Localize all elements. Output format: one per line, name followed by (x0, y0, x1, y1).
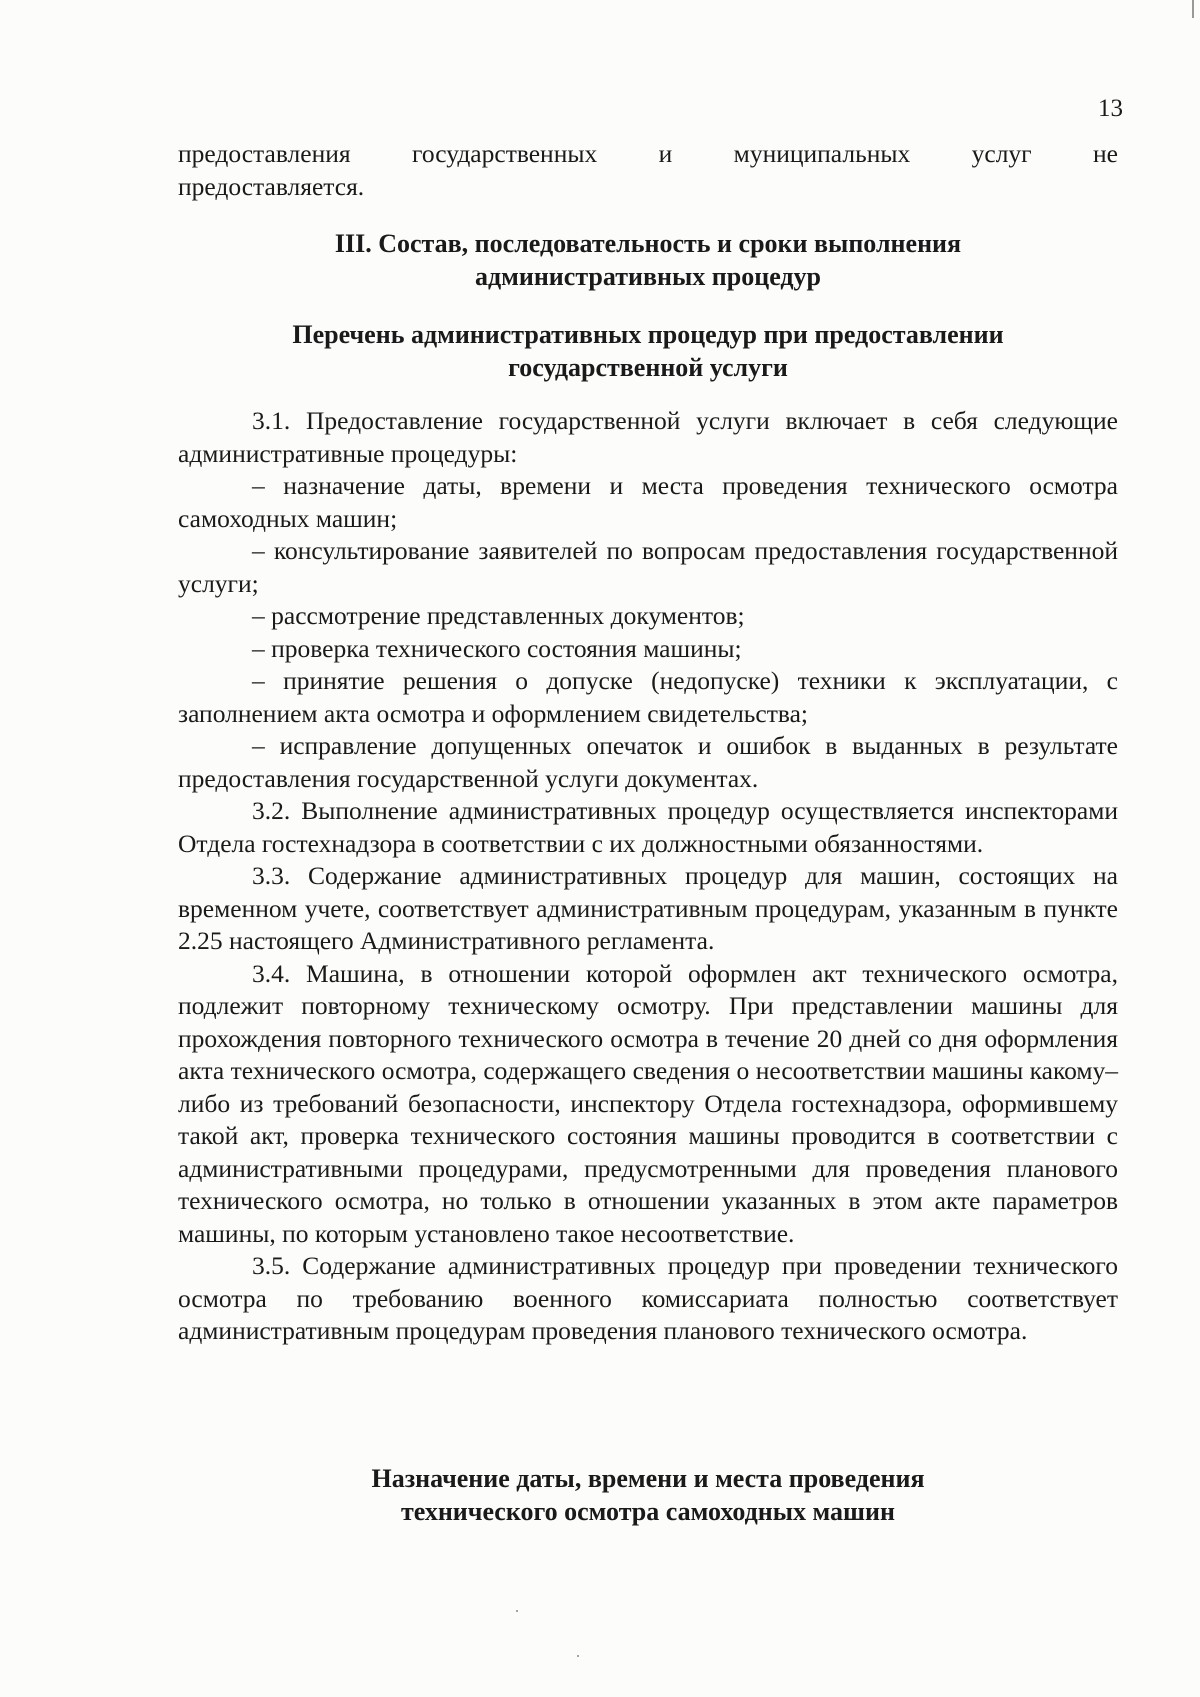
list-item: – проверка технического состояния машины; (252, 633, 742, 663)
list-item: – исправление допущенных опечаток и ошибок в выданных в результате предоставления государственной услуги документах. (178, 731, 1118, 793)
paragraph-3-5: 3.5. Содержание административных процедур при проведении технического осмотра по требованию военного комиссариата полностью соответствует административным процедурам проведения планового технического осмотра. (178, 1251, 1118, 1345)
scan-speck (516, 1610, 518, 1612)
scan-speck (577, 1655, 579, 1657)
subheading-line-1: Перечень административных процедур при предоставлении (292, 320, 1004, 349)
paragraph-3-3: 3.3. Содержание административных процедур для машин, состоящих на временном учете, соответствует административным процедурам, указанным в пункте 2.25 настоящего Административного регламента. (178, 861, 1118, 955)
subheading-line-2: государственной услуги (508, 353, 788, 382)
intro-text (178, 138, 1118, 203)
section-heading-line-2: административных процедур (474, 262, 822, 291)
list-item: – рассмотрение представленных документов; (252, 601, 745, 630)
page-number: 13 (1098, 95, 1123, 122)
paragraph-3-2: 3.2. Выполнение административных процедур осуществляется инспекторами Отдела гостехнадзора в соответствии с их должностными обязанностями. (178, 796, 1118, 858)
intro-line-1: предоставления государственных и муниципальных услуг не (178, 139, 1118, 168)
paragraph-3-4: 3.4. Машина, в отношении которой оформлен акт технического осмотра, подлежит повторному техническому осмотру. При представлении машины для прохождения повторного технического осмотра в течение 20 дней со дня оформления акта технического осмотра, содержащего сведения о несоответствии машины какому–либо из требований безопасности, инспектору Отдела гостехнадзора, оформившему такой акт, проверка технического состояния машины проводится в соответствии с административными процедурами, предусмотренными для проведения планового технического осмотра, но только в отношении указанных в этом акте параметров машины, по которым установлено такое несоответствие. (178, 958, 1118, 1248)
paragraph-3-1: 3.1. Предоставление государственной услуги включает в себя следующие административные процедуры: (178, 406, 1118, 468)
final-heading-line-2: технического осмотра самоходных машин (401, 1497, 895, 1526)
scan-edge-mark (1192, 0, 1194, 18)
final-heading (178, 1462, 1118, 1528)
list-item: – консультирование заявителей по вопросам предоставления государственной услуги; (178, 536, 1118, 598)
intro-line-2: предоставляется. (178, 171, 365, 201)
list-item: – назначение даты, времени и места проведения технического осмотра самоходных машин; (178, 471, 1118, 533)
list-item: – принятие решения о допуске (недопуске) техники к эксплуатации, с заполнением акта осмотра и оформлением свидетельства; (178, 666, 1118, 728)
final-heading-line-1: Назначение даты, времени и места проведения (371, 1464, 925, 1493)
section-heading (178, 227, 1118, 293)
subheading (178, 318, 1118, 384)
section-heading-line-1: III. Состав, последовательность и сроки выполнения (334, 229, 962, 258)
body-text (178, 405, 1118, 1348)
